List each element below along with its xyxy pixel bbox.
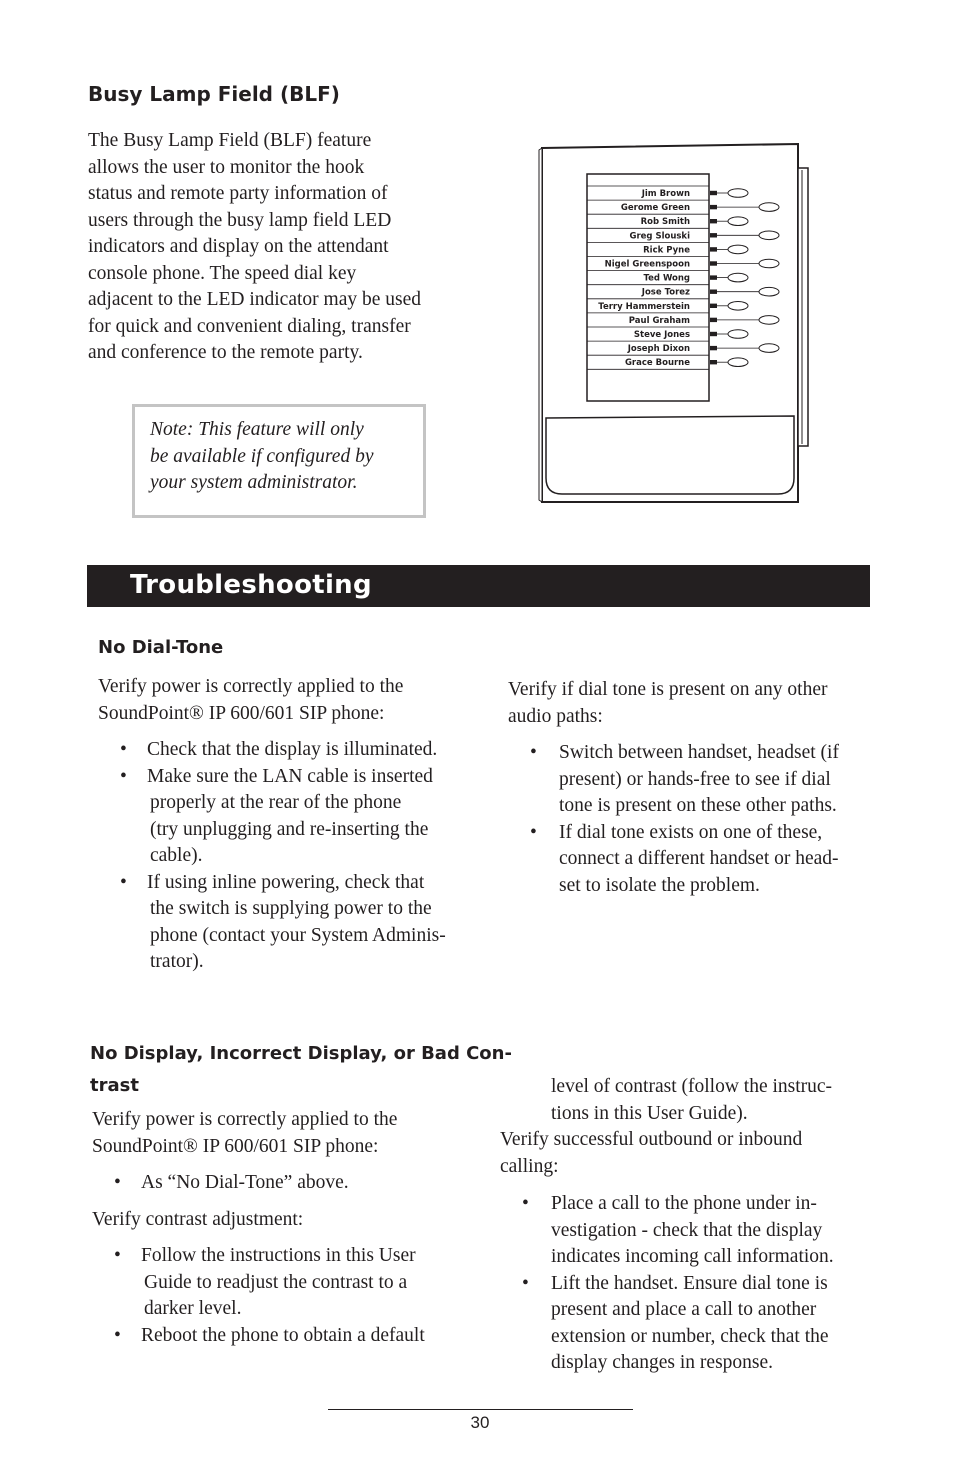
speed-dial-key xyxy=(759,259,779,268)
speed-dial-key xyxy=(759,287,779,296)
bullet: • xyxy=(120,871,127,893)
console-name: Terry Hammerstein xyxy=(598,301,690,312)
bullet-line: extension or number, check that the xyxy=(551,1325,829,1347)
calling-bullets xyxy=(522,1191,892,1377)
continuation-line: tions in this User Guide). xyxy=(551,1102,748,1124)
bullet-line: cable). xyxy=(150,845,203,866)
bullet-line: trator). xyxy=(150,951,204,972)
bullet-line: Make sure the LAN cable is inserted xyxy=(147,765,433,787)
blf-line: indicators and display on the attendant xyxy=(88,236,389,257)
troubleshooting-title: Troubleshooting xyxy=(130,570,372,600)
console-name: Ted Wong xyxy=(643,273,690,284)
bullet-line: set to isolate the problem. xyxy=(559,874,760,896)
intro-line: Verify successful outbound or inbound xyxy=(500,1129,803,1150)
contrast-intro: Verify contrast adjustment: xyxy=(92,1209,304,1230)
list-item xyxy=(118,870,488,976)
blf-line: status and remote party information of xyxy=(88,183,388,204)
speed-dial-key xyxy=(728,217,748,226)
speed-dial-key xyxy=(728,189,748,198)
led-indicator xyxy=(710,346,717,350)
list-item xyxy=(522,1191,892,1271)
bullet: • xyxy=(522,1193,529,1214)
no-display-bullet-as-above xyxy=(112,1170,482,1197)
console-name: Paul Graham xyxy=(628,315,690,326)
led-indicator xyxy=(710,219,717,223)
blf-line: console phone. The speed dial key xyxy=(88,262,357,284)
bullet-line: connect a different handset or head- xyxy=(559,848,839,869)
no-display-left-intro xyxy=(92,1107,482,1160)
console-name: Greg Slouski xyxy=(629,231,690,242)
bullet-line: As “No Dial-Tone” above. xyxy=(141,1172,349,1193)
bullet-line: indicates incoming call information. xyxy=(551,1246,834,1267)
bullet-line: present and place a call to another xyxy=(551,1299,817,1320)
led-indicator xyxy=(710,332,717,336)
bullet-line: (try unplugging and re-inserting the xyxy=(150,818,429,840)
console-name: Jose Torez xyxy=(641,287,690,298)
note-line: Note: This feature will only xyxy=(150,419,364,440)
intro-line: Verify if dial tone is present on any other xyxy=(508,679,828,700)
intro-line: SoundPoint® IP 600/601 SIP phone: xyxy=(92,1135,379,1157)
blf-line: The Busy Lamp Field (BLF) feature xyxy=(88,130,372,151)
list-item xyxy=(112,1323,482,1350)
no-dial-tone-left-intro xyxy=(98,674,488,727)
bullet: • xyxy=(114,1324,121,1346)
intro-line: Verify power is correctly applied to the xyxy=(98,676,404,697)
no-display-heading xyxy=(90,1038,512,1102)
attendant-console-illustration xyxy=(536,140,814,506)
intro-line: calling: xyxy=(500,1155,559,1177)
blf-line: for quick and convenient dialing, transfer xyxy=(88,315,411,337)
console-name: Rick Pyne xyxy=(643,245,690,256)
speed-dial-key xyxy=(728,273,748,282)
speed-dial-key xyxy=(759,231,779,240)
bullet: • xyxy=(120,765,127,787)
speed-dial-key xyxy=(759,344,779,353)
blf-line: adjacent to the LED indicator may be used xyxy=(88,289,422,310)
speed-dial-key xyxy=(759,316,779,325)
intro-line: SoundPoint® IP 600/601 SIP phone: xyxy=(98,702,385,724)
bullet-line: display changes in response. xyxy=(551,1352,774,1373)
bullet-line: Place a call to the phone under in- xyxy=(551,1193,817,1214)
calling-intro xyxy=(500,1127,890,1180)
bullet-line: Check that the display is illuminated. xyxy=(147,739,438,760)
bullet-line: darker level. xyxy=(144,1298,242,1319)
speed-dial-key xyxy=(728,330,748,339)
led-indicator xyxy=(710,205,717,209)
speed-dial-key xyxy=(728,245,748,254)
bullet-line: Follow the instructions in this User xyxy=(141,1245,416,1266)
led-indicator xyxy=(710,191,717,195)
note-line: your system administrator. xyxy=(150,472,358,493)
bullet-line: properly at the rear of the phone xyxy=(150,792,402,813)
led-indicator xyxy=(710,318,717,322)
bullet-line: Lift the handset. Ensure dial tone is xyxy=(551,1272,828,1294)
led-indicator xyxy=(710,247,717,251)
speed-dial-key xyxy=(759,203,779,212)
console-name: Grace Bourne xyxy=(624,358,690,369)
contrast-bullets xyxy=(112,1243,482,1349)
list-item xyxy=(530,740,890,820)
list-item xyxy=(112,1243,482,1323)
intro-line: audio paths: xyxy=(508,705,603,727)
list-item xyxy=(118,737,488,764)
console-name: Joseph Dixon xyxy=(627,344,690,355)
contrast-continuation xyxy=(551,1074,891,1127)
continuation-line: level of contrast (follow the instruc- xyxy=(551,1076,833,1097)
note-line: be available if configured by xyxy=(150,445,374,467)
bullet: • xyxy=(530,742,537,763)
led-indicator xyxy=(710,360,717,364)
console-name: Steve Jones xyxy=(633,330,690,340)
bullet: • xyxy=(114,1245,121,1266)
bullet-line: Reboot the phone to obtain a default xyxy=(141,1324,425,1346)
speed-dial-key xyxy=(728,302,748,311)
speed-dial-key xyxy=(728,358,748,367)
console-name: Rob Smith xyxy=(640,217,690,228)
bullet: • xyxy=(120,739,127,760)
bullet-line: tone is present on these other paths. xyxy=(559,795,837,816)
led-indicator xyxy=(710,261,717,265)
page-number: 30 xyxy=(470,1413,490,1432)
no-dial-tone-left-bullets xyxy=(118,737,488,976)
no-dial-tone-right-intro xyxy=(508,677,888,730)
bullet-line: Switch between handset, headset (if xyxy=(559,742,839,763)
bullet: • xyxy=(114,1172,121,1193)
bullet: • xyxy=(530,821,537,843)
led-indicator xyxy=(710,233,717,237)
list-item xyxy=(522,1271,892,1377)
bullet: • xyxy=(522,1272,529,1294)
heading-line: trast xyxy=(90,1075,139,1096)
blf-line: and conference to the remote party. xyxy=(88,342,363,363)
bullet-line: Guide to readjust the contrast to a xyxy=(144,1271,408,1293)
console-name: Gerome Green xyxy=(620,203,690,214)
intro-line: Verify power is correctly applied to the xyxy=(92,1109,398,1130)
no-dial-tone-heading: No Dial-Tone xyxy=(98,637,224,658)
blf-line: users through the busy lamp field LED xyxy=(88,209,392,231)
led-indicator xyxy=(710,275,717,279)
note-box xyxy=(132,404,426,518)
blf-heading: Busy Lamp Field (BLF) xyxy=(88,82,340,106)
footer-rule xyxy=(328,1409,633,1410)
bullet-line: phone (contact your System Adminis- xyxy=(150,924,446,946)
list-item xyxy=(530,820,890,900)
console-name: Jim Brown xyxy=(641,189,690,199)
bullet-line: vestigation - check that the display xyxy=(551,1219,823,1241)
bullet-line: If using inline powering, check that xyxy=(147,871,425,893)
heading-line: No Display, Incorrect Display, or Bad Con- xyxy=(90,1043,512,1064)
list-item xyxy=(118,764,488,870)
bullet-line: If dial tone exists on one of these, xyxy=(559,821,823,843)
led-indicator xyxy=(710,290,717,294)
blf-description xyxy=(88,128,468,367)
bullet-line: present) or hands-free to see if dial xyxy=(559,768,831,790)
led-indicator xyxy=(710,304,717,308)
blf-line: allows the user to monitor the hook xyxy=(88,156,365,178)
bullet-line: the switch is supplying power to the xyxy=(150,898,432,919)
console-name: Nigel Greenspoon xyxy=(604,259,690,270)
no-dial-tone-right-bullets xyxy=(530,740,890,899)
